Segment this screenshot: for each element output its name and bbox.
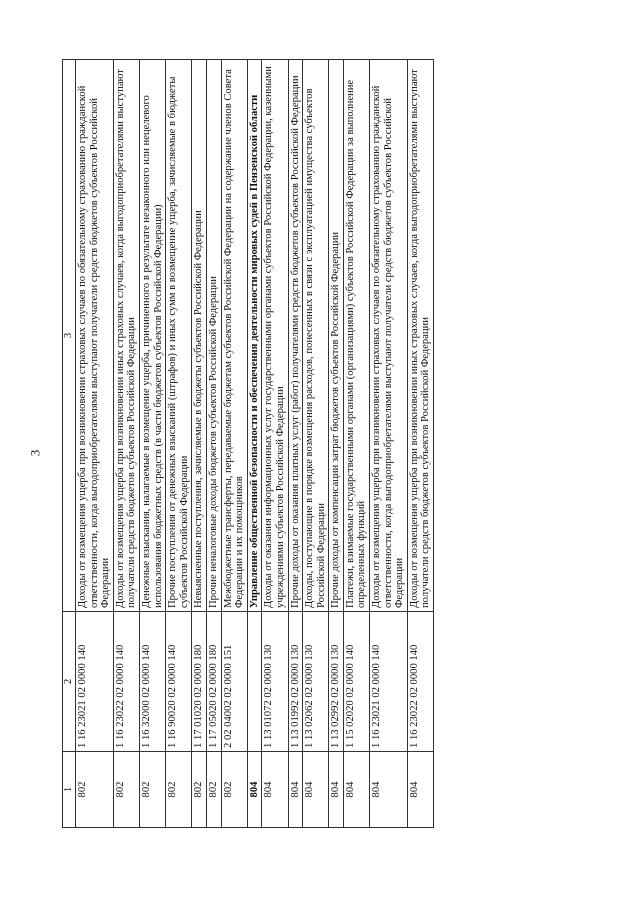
revenue-name-cell: Межбюджетные трансферты, передаваемые бюджетам субъектов Российской Федерации на содержание членов Совета Федерации и их помощников [221,60,247,612]
revenue-name-cell: Прочие доходы от оказания платных услуг (работ) получателями средств бюджетов субъектов Российской Федерации [288,60,303,612]
budget-code-cell: 1 16 32000 02 0000 140 [139,612,165,752]
admin-code-cell: 804 [303,752,329,828]
budget-code-cell: 1 15 02020 02 0000 140 [343,612,369,752]
admin-code-cell: 802 [192,752,207,828]
table-row [76,60,114,828]
table-row [113,60,139,828]
budget-code-cell: 1 16 23021 02 0000 140 [76,612,114,752]
budget-code-cell: 1 16 23021 02 0000 140 [370,612,408,752]
table-row [139,60,165,828]
column-header-2: 2 [63,612,76,752]
budget-code-cell: 1 17 01020 02 0000 180 [192,612,207,752]
revenue-name-cell: Прочие неналоговые доходы бюджетов субъектов Российской Федерации [206,60,221,612]
revenue-name-cell: Доходы от возмещения ущерба при возникновении иных страховых случаев, когда выгодоприобретателями выступают получатели средств бюджетов субъектов Российской Федерации [407,60,433,612]
table-header-row [63,60,76,828]
admin-code-cell: 804 [262,752,288,828]
table-row [370,60,408,828]
table-section-row [247,60,262,828]
rotated-table-wrapper [62,60,636,828]
admin-code-cell: 804 [329,752,344,828]
revenue-name-cell: Доходы от возмещения ущерба при возникновении иных страховых случаев, когда выгодоприобретателями выступают получатели средств бюджетов субъектов Российской Федерации [113,60,139,612]
admin-code-cell: 802 [76,752,114,828]
budget-code-cell: 1 13 02062 02 0000 130 [303,612,329,752]
column-header-1: 1 [63,752,76,828]
revenue-name-cell: Доходы от возмещения ущерба при возникновении страховых случаев по обязательному страхованию гражданской ответственности, когда выгодоприобретателями выступают получатели средств бюджетов субъектов Российской Федерации [76,60,114,612]
budget-code-cell: 2 02 04002 02 0000 151 [221,612,247,752]
revenue-name-cell: Доходы от оказания информационных услуг государственными органами субъектов Российской Федерации, казенными учреждениями субъектов Российской Федерации [262,60,288,612]
admin-code-cell: 802 [221,752,247,828]
column-header-3: 3 [63,60,76,612]
budget-code-cell: 1 16 23022 02 0000 140 [113,612,139,752]
admin-code-cell: 802 [139,752,165,828]
revenue-name-cell: Прочие поступления от денежных взысканий (штрафов) и иных сумм в возмещение ущерба, зачисляемые в бюджеты субъектов Российской Федерации [166,60,192,612]
revenue-name-cell: Прочие доходы от компенсации затрат бюджетов субъектов Российской Федерации [329,60,344,612]
admin-code-cell: 802 [113,752,139,828]
admin-code-cell: 802 [166,752,192,828]
table-row [329,60,344,828]
budget-code-cell: 1 17 05020 02 0000 180 [206,612,221,752]
table-row [407,60,433,828]
revenue-name-cell: Денежные взыскания, налагаемые в возмещение ущерба, причиненного в результате незаконного или нецелевого использования бюджетных средств (в части бюджетов субъектов Российской Федерации) [139,60,165,612]
table-row [343,60,369,828]
page-number: 3 [27,449,43,457]
budget-code-cell: 1 13 02992 02 0000 130 [329,612,344,752]
admin-code-cell: 804 [343,752,369,828]
revenue-name-cell: Управление общественной безопасности и обеспечения деятельности мировых судей в Пензенской области [247,60,262,612]
admin-code-cell: 804 [288,752,303,828]
budget-code-cell: 1 13 01992 02 0000 130 [288,612,303,752]
revenue-name-cell: Доходы от возмещения ущерба при возникновении страховых случаев по обязательному страхованию гражданской ответственности, когда выгодоприобретателями выступают получатели средств бюджетов субъектов Российской Федерации [370,60,408,612]
admin-code-cell: 804 [370,752,408,828]
budget-code-cell [247,612,262,752]
table-row [166,60,192,828]
table-row [221,60,247,828]
table-row [262,60,288,828]
budget-code-cell: 1 16 90020 02 0000 140 [166,612,192,752]
table-row [303,60,329,828]
admin-code-cell: 802 [206,752,221,828]
revenue-name-cell: Невыясненные поступления, зачисляемые в бюджеты субъектов Российской Федерации [192,60,207,612]
revenue-name-cell: Доходы, поступающие в порядке возмещения расходов, понесенных в связи с эксплуатацией имущества субъектов Российской Федерации [303,60,329,612]
revenue-codes-table [62,59,434,828]
table-body [76,60,434,828]
table-row [206,60,221,828]
table-row [192,60,207,828]
revenue-name-cell: Платежи, взимаемые государственными органами (организациями) субъектов Российской Федерации за выполнение определенных функций [343,60,369,612]
budget-code-cell: 1 16 23022 02 0000 140 [407,612,433,752]
admin-code-cell: 804 [247,752,262,828]
admin-code-cell: 804 [407,752,433,828]
table-row [288,60,303,828]
budget-code-cell: 1 13 01072 02 0000 130 [262,612,288,752]
